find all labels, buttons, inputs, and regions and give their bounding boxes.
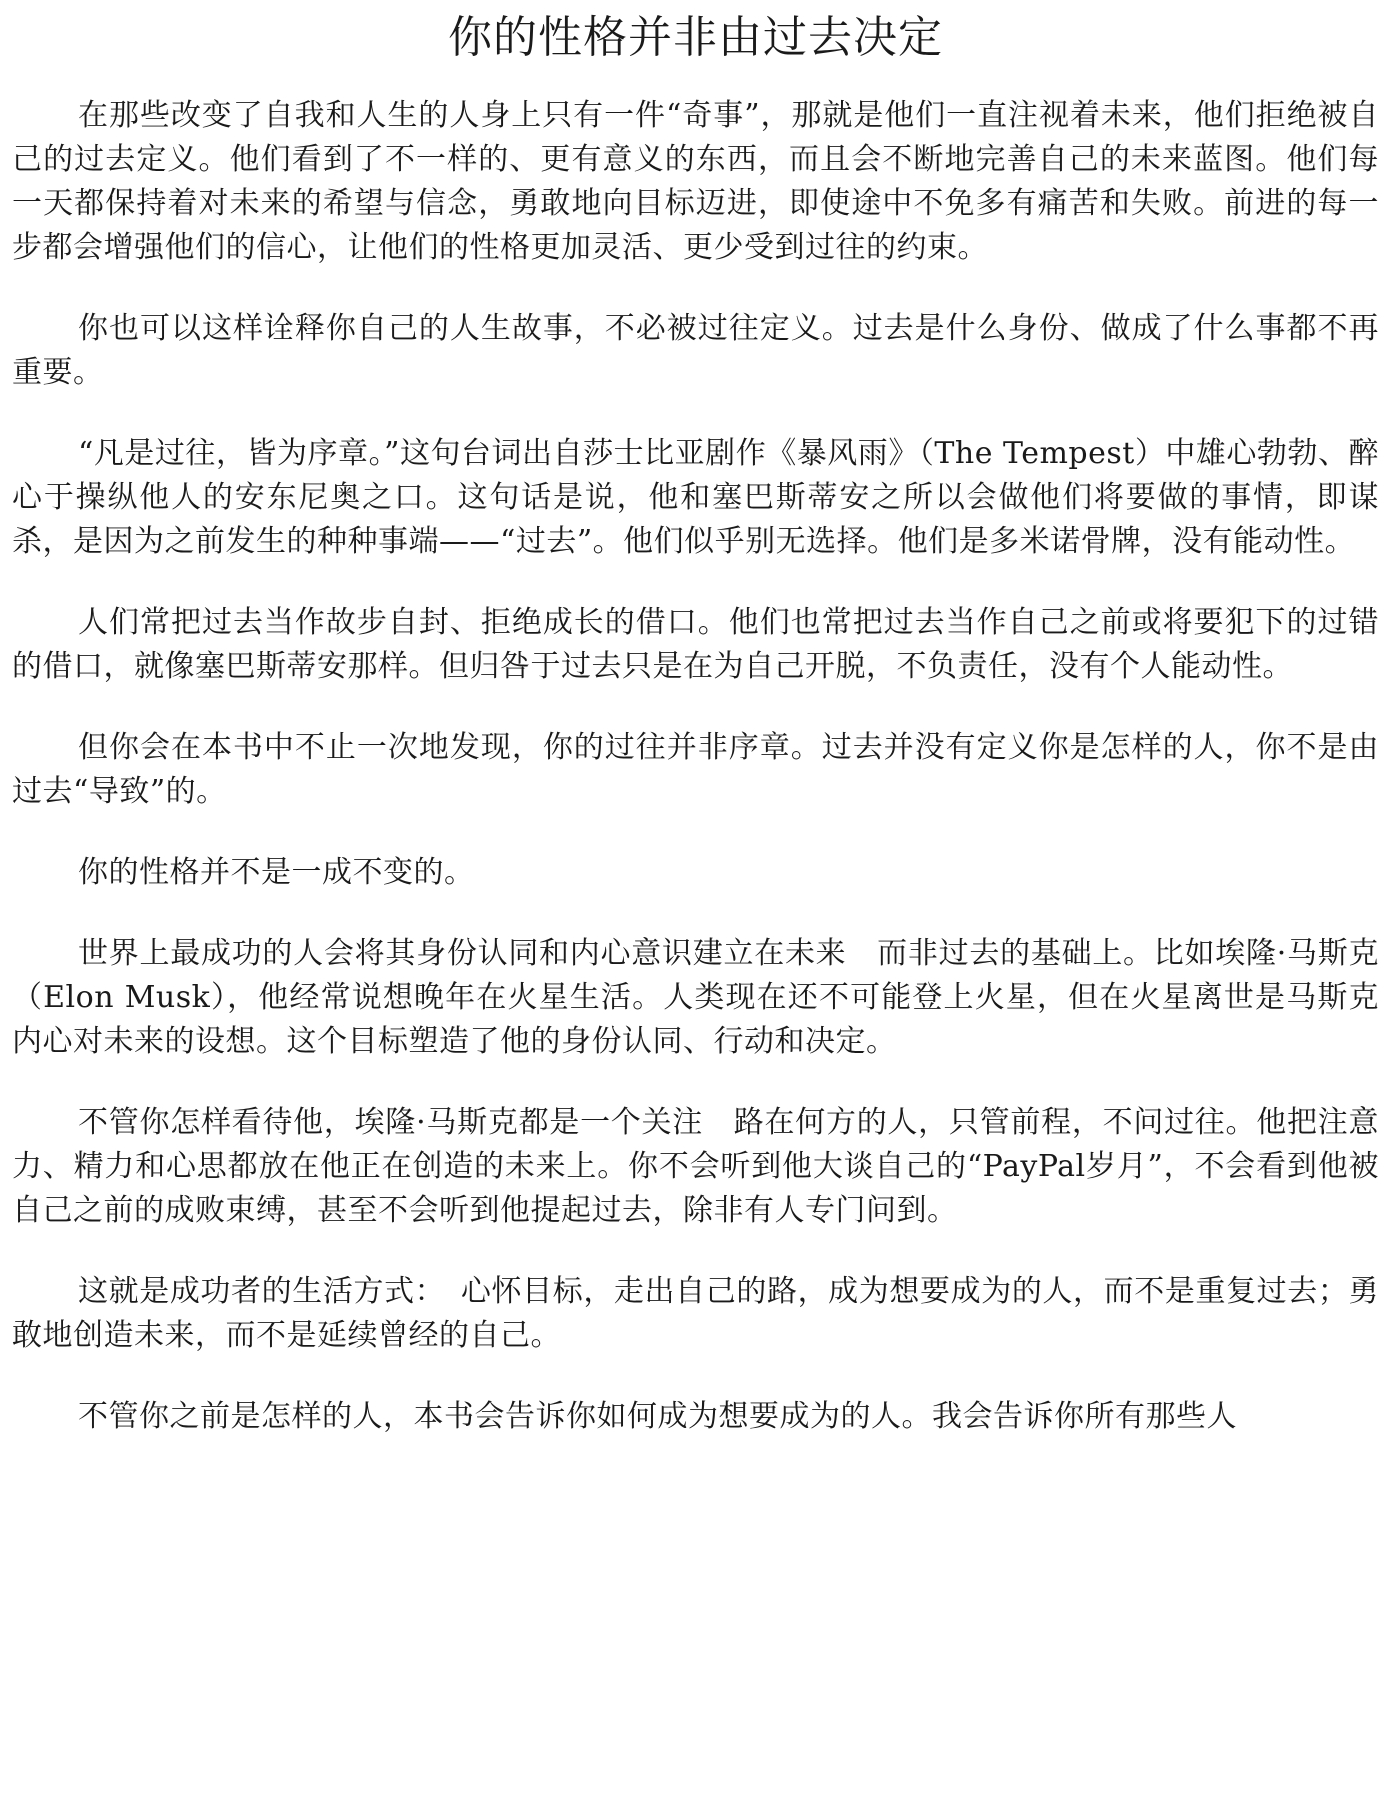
paragraph-5: 但你会在本书中不止一次地发现，你的过往并非序章。过去并没有定义你是怎样的人，你不是由过去“导致”的。 <box>12 730 1379 809</box>
page-title: 你的性格并非由过去决定 <box>448 12 943 63</box>
paragraph-2: 你也可以这样诠释你自己的人生故事，不必被过往定义。过去是什么身份、做成了什么事都不再重要。 <box>12 311 1379 390</box>
paragraph-8: 不管你怎样看待他，埃隆·马斯克都是一个关注 路在何方的人，只管前程，不问过往。他把注意力、精力和心思都放在他正在创造的未来上。你不会听到他大谈自己的“PayPal岁月”，不会看到他被自己之前的成败束缚，甚至不会听到他提起过去，除非有人专门问到。 <box>12 1105 1379 1228</box>
paragraph-10: 不管你之前是怎样的人，本书会告诉你如何成为想要成为的人。我会告诉你所有那些人 <box>78 1399 1237 1434</box>
paragraph-1: 在那些改变了自我和人生的人身上只有一件“奇事”，那就是他们一直注视着未来，他们拒绝被自己的过去定义。他们看到了不一样的、更有意义的东西，而且会不断地完善自己的未来蓝图。他们每一天都保持着对未来的希望与信念，勇敢地向目标迈进，即使途中不免多有痛苦和失败。前进的每一步都会增强他们的信心，让他们的性格更加灵活、更少受到过往的约束。 <box>12 98 1379 265</box>
paragraph-6: 你的性格并不是一成不变的。 <box>78 855 475 890</box>
paragraph-4: 人们常把过去当作故步自封、拒绝成长的借口。他们也常把过去当作自己之前或将要犯下的过错的借口，就像塞巴斯蒂安那样。但归咎于过去只是在为自己开脱，不负责任，没有个人能动性。 <box>12 605 1379 684</box>
paragraph-9: 这就是成功者的生活方式： 心怀目标，走出自己的路，成为想要成为的人，而不是重复过去；勇敢地创造未来，而不是延续曾经的自己。 <box>12 1274 1379 1353</box>
paragraph-7: 世界上最成功的人会将其身份认同和内心意识建立在未来 而非过去的基础上。比如埃隆·马斯克（Elon Musk），他经常说想晚年在火星生活。人类现在还不可能登上火星，但在火星离世是马斯克内心对未来的设想。这个目标塑造了他的身份认同、行动和决定。 <box>12 936 1379 1059</box>
paragraph-3: “凡是过往，皆为序章。”这句台词出自莎士比亚剧作《暴风雨》（The Tempest）中雄心勃勃、醉心于操纵他人的安东尼奥之口。这句话是说，他和塞巴斯蒂安之所以会做他们将要做的事情，即谋杀，是因为之前发生的种种事端——“过去”。他们似乎别无选择。他们是多米诺骨牌，没有能动性。 <box>12 436 1379 559</box>
document-page <box>12 8 1379 1476</box>
